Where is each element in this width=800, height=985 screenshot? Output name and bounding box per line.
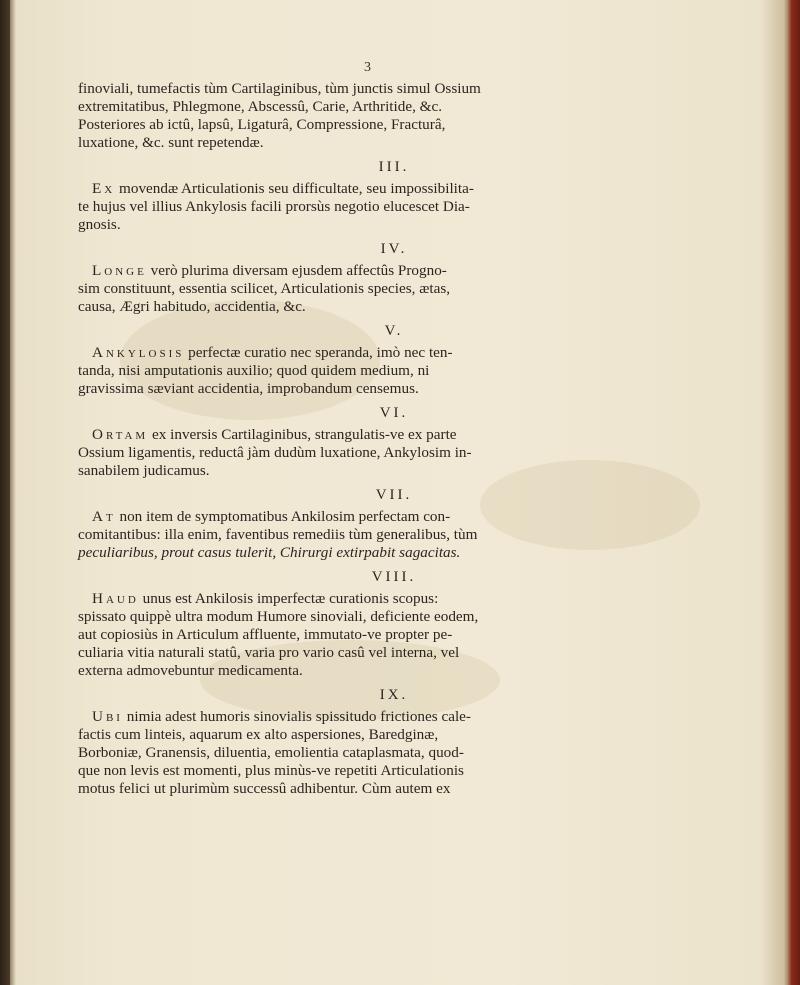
text-line (78, 662, 710, 680)
text-line (78, 744, 710, 762)
paragraph-lead-word: Ortam (92, 426, 149, 443)
text-line (78, 644, 710, 662)
paragraph (78, 180, 710, 234)
paragraph (78, 708, 710, 798)
paragraph (78, 508, 710, 562)
paragraph (78, 262, 710, 316)
section-numeral: VI. (379, 405, 409, 421)
text-line (78, 80, 710, 98)
text-line (78, 198, 710, 216)
text-line (78, 508, 710, 526)
line-text: ex inversis Cartilaginibus, strangulatis-ve ex parte (148, 426, 457, 443)
line-text: factis cum linteis, aquarum ex alto aspersiones, Baredginæ, (78, 726, 439, 743)
line-text: spissato quippè ultra modum Humore sinoviali, deficiente eodem, (78, 608, 479, 625)
text-line (78, 726, 710, 744)
line-text: finoviali, tumefactis tùm Cartilaginibus, tùm junctis simul Ossium (78, 80, 481, 97)
text-line (78, 544, 710, 562)
text-line (78, 134, 710, 152)
line-text: verò plurima diversam ejusdem affectûs Progno- (146, 262, 447, 279)
text-line (78, 780, 710, 798)
text-line (78, 444, 710, 462)
paragraph (78, 80, 710, 152)
line-text: peculiaribus, prout casus tulerit, Chirurgi extirpabit sagacitas. (78, 544, 461, 561)
paragraph (78, 590, 710, 680)
text-line (78, 180, 710, 198)
line-text: aut copiosiùs in Articulum affluente, immutato-ve propter pe- (78, 626, 453, 643)
text-line (78, 98, 710, 116)
text-line (78, 462, 710, 480)
text-line (78, 362, 710, 380)
text-line (78, 280, 710, 298)
line-text: movendæ Articulationis seu difficultate, seu impossibilita- (115, 180, 474, 197)
text-line (78, 708, 710, 726)
line-text: Ossium ligamentis, reductâ jàm dudùm luxatione, Ankylosim in- (78, 444, 472, 461)
text-line (78, 426, 710, 444)
line-text: te hujus vel illius Ankylosis facili prorsùs negotio elucescet Dia- (78, 198, 470, 215)
text-line (78, 526, 710, 544)
paragraph-lead-word: Ankylosis (92, 344, 185, 361)
section-numeral: V. (384, 323, 404, 339)
text-line (78, 216, 710, 234)
line-text: comitantibus: illa enim, faventibus remediis tùm generalibus, tùm (78, 526, 478, 543)
line-text: luxatione, &c. sunt repetendæ. (78, 134, 264, 151)
paragraph-lead-word: Longe (92, 262, 147, 279)
section-numeral: IV. (380, 241, 408, 257)
text-line (78, 298, 710, 316)
section-numeral: III. (378, 159, 410, 175)
line-text: sim constituunt, essentia scilicet, Articulationis species, ætas, (78, 280, 451, 297)
section-numeral: VII. (375, 487, 413, 503)
line-text: culiaria vitia naturali statû, varia pro vario casû vel interna, vel (78, 644, 460, 661)
paragraph-lead-word: At (92, 508, 116, 525)
line-text: extremitatibus, Phlegmone, Abscessû, Carie, Arthritide, &c. (78, 98, 443, 115)
body-text (78, 62, 710, 798)
paragraph (78, 344, 710, 398)
line-text: unus est Ankilosis imperfectæ curationis scopus: (138, 590, 439, 607)
line-text: motus felici ut plurimùm successû adhibentur. Cùm autem ex (78, 780, 451, 797)
line-text: sanabilem judicamus. (78, 462, 210, 479)
line-text: que non levis est momenti, plus minùs-ve repetiti Articulationis (78, 762, 464, 779)
line-text: nimia adest humoris sinovialis spissitudo frictiones cale- (122, 708, 471, 725)
paragraph-lead-word: Haud (92, 590, 139, 607)
page-number: 3 (364, 60, 371, 75)
paragraph (78, 426, 710, 480)
section-numeral: IX. (379, 687, 409, 703)
line-text: externa admovebuntur medicamenta. (78, 662, 303, 679)
line-text: Posteriores ab ictû, lapsû, Ligaturâ, Compressione, Fracturâ, (78, 116, 446, 133)
section-numeral: VIII. (371, 569, 417, 585)
text-line (78, 590, 710, 608)
line-text: gravissima sæviant accidentia, improbandum censemus. (78, 380, 419, 397)
text-line (78, 262, 710, 280)
text-line (78, 608, 710, 626)
paragraph-lead-word: Ex (92, 180, 116, 197)
text-line (78, 762, 710, 780)
text-line (78, 380, 710, 398)
left-binding-edge (0, 0, 10, 985)
text-line (78, 116, 710, 134)
line-text: tanda, nisi amputationis auxilio; quod quidem medium, ni (78, 362, 430, 379)
line-text: perfectæ curatio nec speranda, imò nec ten- (184, 344, 453, 361)
text-line (78, 626, 710, 644)
line-text: gnosis. (78, 216, 121, 233)
right-page-edge (786, 0, 800, 985)
line-text: Borboniæ, Granensis, diluentia, emolientia cataplasmata, quod- (78, 744, 464, 761)
text-line (78, 344, 710, 362)
paragraph-lead-word: Ubi (92, 708, 123, 725)
line-text: causa, Ægri habitudo, accidentia, &c. (78, 298, 306, 315)
line-text: non item de symptomatibus Ankilosim perfectam con- (115, 508, 451, 525)
